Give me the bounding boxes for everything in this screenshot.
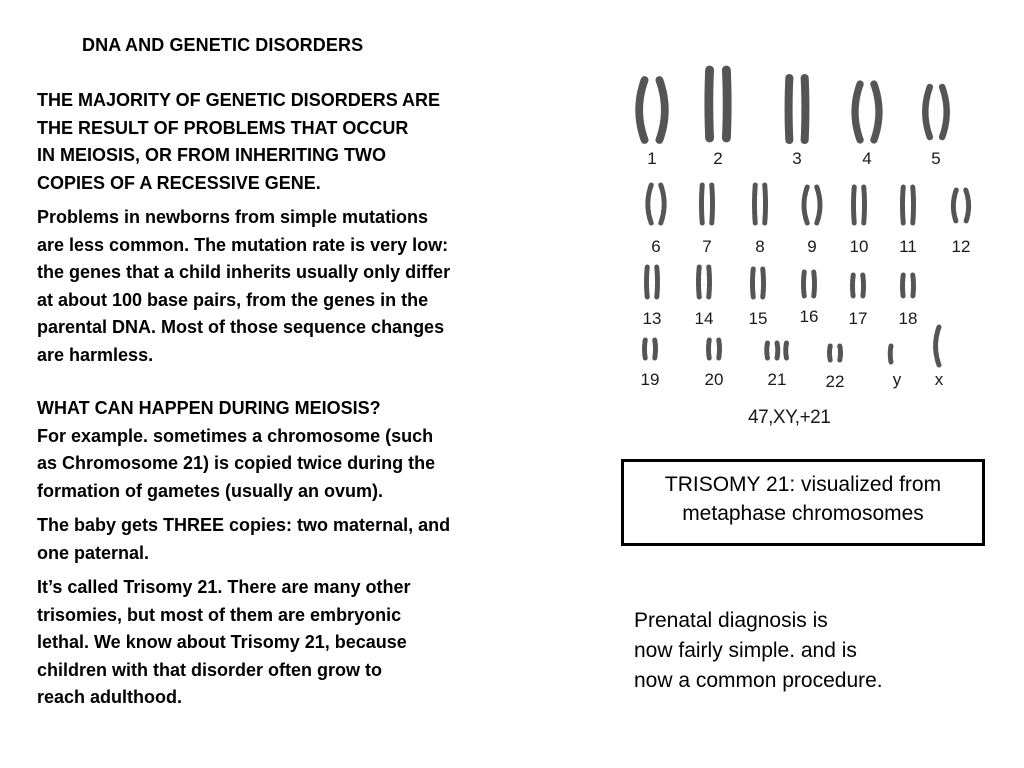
left-text-column: [37, 87, 565, 712]
chromosome-shape: [712, 185, 713, 223]
chromosome-number-label: 15: [748, 309, 768, 328]
chromosome-shape: [655, 340, 656, 358]
chromosome-number-label: 14: [694, 309, 714, 328]
trisomy-paragraph: [37, 574, 565, 712]
karyotype-figure: [608, 62, 988, 437]
chromosome-shape: [804, 187, 807, 223]
prenatal-line: now fairly simple. and is: [634, 639, 857, 662]
caption-box: [621, 459, 985, 546]
chromosome-number-label: 2: [713, 149, 723, 168]
chromosome-number-label: 6: [651, 237, 661, 256]
chromosome-shape: [804, 272, 805, 296]
chromosome-shape: [855, 84, 860, 140]
chromosome-shape: [805, 78, 806, 140]
chromosome-number-label: 22: [825, 372, 845, 391]
chromosome-number-label: 10: [849, 237, 869, 256]
baby-line: one paternal.: [37, 542, 150, 563]
mutation-line: at about 100 base pairs, from the genes in the: [37, 289, 429, 310]
intro-line: THE MAJORITY OF GENETIC DISORDERS ARE: [37, 90, 441, 110]
chromosome-shape: [936, 327, 939, 365]
chromosome-number-label: 19: [640, 370, 660, 389]
intro-paragraph: [37, 87, 565, 197]
chromosome-number-label: 7: [702, 237, 712, 256]
chromosome-shape: [840, 346, 841, 360]
karyotype-image: [608, 62, 988, 437]
karyotype-label: 47,XY,+21: [748, 407, 831, 428]
intro-line: THE RESULT OF PROBLEMS THAT OCCUR: [37, 117, 409, 138]
chromosome-shape: [853, 275, 854, 297]
chromosome-shape: [777, 343, 778, 358]
chromosome-number-label: 16: [799, 307, 819, 326]
chromosome-shape: [864, 187, 865, 223]
chromosome-shape: [913, 275, 914, 297]
chromosome-number-label: 9: [807, 237, 817, 256]
prenatal-line: Prenatal diagnosis is: [634, 609, 828, 632]
chromosome-number-label: 21: [767, 370, 787, 389]
chromosome-shape: [786, 343, 787, 358]
chromosome-shape: [659, 80, 664, 140]
meiosis-line: formation of gametes (usually an ovum).: [37, 480, 384, 501]
chromosome-number-label: 20: [704, 370, 724, 389]
chromosome-number-label: y: [892, 370, 902, 389]
chromosome-shape: [789, 78, 790, 140]
chromosome-shape: [726, 70, 727, 138]
chromosome-shape: [753, 269, 754, 297]
chromosome-shape: [755, 185, 756, 223]
caption-line: TRISOMY 21: visualized from: [664, 473, 942, 496]
chromosome-number-label: 3: [792, 149, 802, 168]
chromosome-shape: [647, 267, 648, 297]
chromosome-shape: [661, 185, 664, 223]
mutation-line: parental DNA. Most of those sequence changes: [37, 317, 445, 337]
chromosome-shape: [699, 267, 700, 297]
trisomy-line: lethal. We know about Trisomy 21, because: [37, 632, 407, 652]
chromosome-number-label: 1: [647, 149, 657, 168]
chromosome-shape: [719, 340, 720, 358]
chromosome-shape: [903, 275, 904, 297]
prenatal-line: now a common procedure.: [634, 669, 883, 692]
chromosome-shape: [765, 185, 766, 223]
chromosome-shape: [709, 340, 710, 358]
chromosome-shape: [874, 84, 879, 140]
chromosome-shape: [709, 70, 710, 138]
chromosome-number-label: 8: [755, 237, 765, 256]
mutation-line: are less common. The mutation rate is very low:: [37, 234, 449, 255]
chromosome-shape: [863, 275, 864, 297]
chromosome-number-label: 17: [848, 309, 868, 328]
chromosome-number-label: 18: [898, 309, 918, 328]
chromosome-shape: [763, 269, 764, 297]
chromosome-shape: [966, 190, 969, 222]
chromosome-number-label: 13: [642, 309, 662, 328]
chromosome-shape: [817, 187, 820, 223]
chromosome-shape: [925, 87, 930, 137]
chromosome-number-label: x: [934, 370, 944, 389]
trisomy-line: It’s called Trisomy 21. There are many other: [37, 577, 411, 597]
chromosome-shape: [709, 267, 710, 297]
mutation-paragraph: [37, 204, 565, 369]
chromosome-shape: [913, 187, 914, 223]
meiosis-line: For example. sometimes a chromosome (such: [37, 425, 434, 446]
intro-line: IN MEIOSIS, OR FROM INHERITING TWO: [37, 145, 386, 165]
caption-line: metaphase chromosomes: [682, 502, 924, 525]
chromosome-shape: [953, 190, 956, 222]
mutation-line: are harmless.: [37, 344, 154, 365]
mutation-line: the genes that a child inherits usually only differ: [37, 262, 451, 282]
chromosome-shape: [903, 187, 904, 223]
chromosome-shape: [648, 185, 651, 223]
chromosome-shape: [942, 87, 947, 137]
chromosome-number-label: 5: [931, 149, 941, 168]
meiosis-paragraph: [37, 395, 565, 505]
chromosome-shape: [639, 80, 644, 140]
chromosome-shape: [702, 185, 703, 223]
chromosome-shape: [814, 272, 815, 296]
trisomy-line: reach adulthood.: [37, 687, 183, 707]
prenatal-text: [634, 606, 994, 696]
slide-title: DNA AND GENETIC DISORDERS: [82, 35, 364, 55]
meiosis-line: as Chromosome 21) is copied twice during the: [37, 453, 436, 473]
trisomy-line: trisomies, but most of them are embryonic: [37, 604, 402, 625]
chromosome-shape: [890, 346, 891, 362]
chromosome-shape: [830, 346, 831, 360]
baby-paragraph: [37, 512, 565, 567]
mutation-line: Problems in newborns from simple mutations: [37, 207, 429, 227]
trisomy-line: children with that disorder often grow to: [37, 659, 382, 680]
chromosome-shape: [645, 340, 646, 358]
chromosome-number-label: 4: [862, 149, 872, 168]
chromosome-number-label: 11: [899, 237, 917, 256]
meiosis-heading: WHAT CAN HAPPEN DURING MEIOSIS?: [37, 398, 381, 418]
chromosome-number-label: 12: [951, 237, 971, 256]
intro-line: COPIES OF A RECESSIVE GENE.: [37, 172, 321, 193]
chromosome-shape: [854, 187, 855, 223]
chromosome-shape: [657, 267, 658, 297]
chromosome-shape: [767, 343, 768, 358]
baby-line: The baby gets THREE copies: two maternal, and: [37, 515, 451, 535]
